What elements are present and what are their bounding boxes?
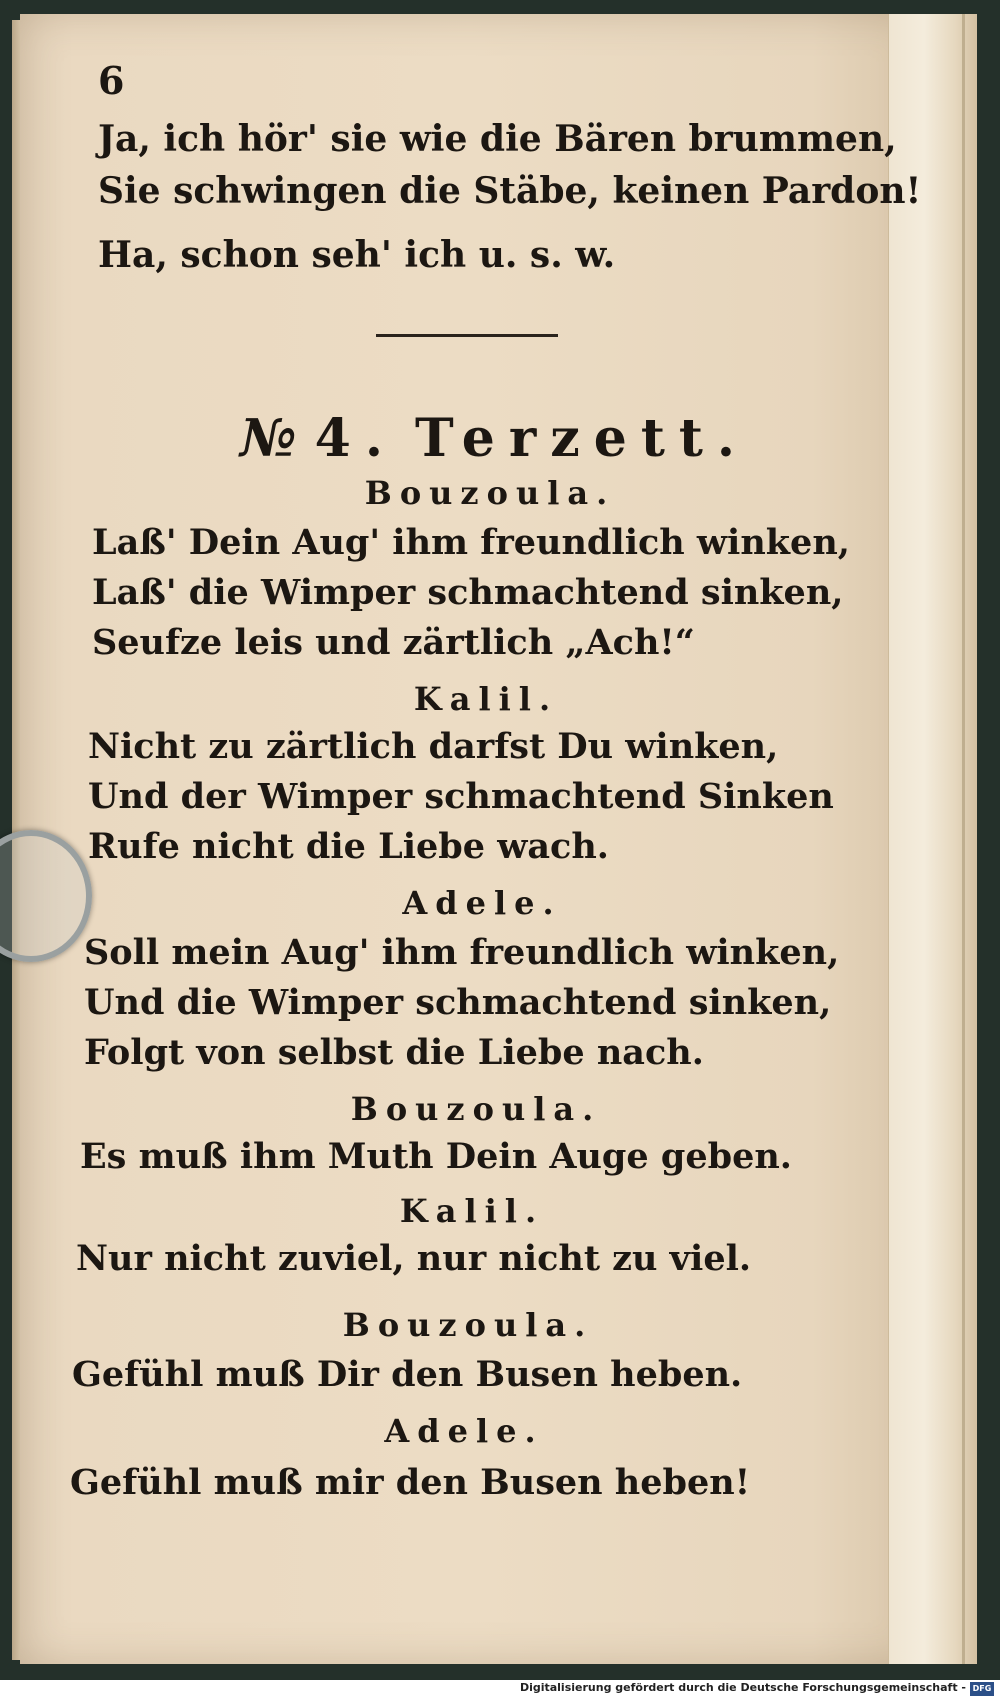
verse-line: Laß' Dein Aug' ihm freundlich winken, [92, 522, 850, 563]
verse-line: Und die Wimper schmachtend sinken, [84, 982, 832, 1023]
section-title: Terzett. [415, 408, 750, 469]
section-heading [240, 408, 749, 469]
verse-line: Gefühl muß Dir den Busen heben. [72, 1354, 743, 1395]
number-sign: № [240, 408, 297, 469]
verse-line: Ja, ich hör' sie wie die Bären brummen, [98, 118, 897, 160]
speaker-name: Bouzoula. [364, 474, 616, 512]
section-number: 4. [314, 408, 397, 469]
section-divider [376, 334, 558, 337]
verse-line: Nur nicht zuviel, nur nicht zu viel. [76, 1238, 752, 1279]
verse-line: Ha, schon seh' ich u. s. w. [98, 234, 616, 276]
verse-line: Und der Wimper schmachtend Sinken [88, 776, 834, 817]
verse-line: Rufe nicht die Liebe wach. [88, 826, 609, 867]
speaker-name: Bouzoula. [342, 1306, 594, 1344]
verse-line: Laß' die Wimper schmachtend sinken, [92, 572, 844, 613]
speaker-name: Adele. [402, 884, 562, 922]
verse-line: Seufze leis und zärtlich „Ach!“ [92, 622, 695, 663]
verse-line: Nicht zu zärtlich darfst Du winken, [88, 726, 779, 767]
verse-line: Soll mein Aug' ihm freundlich winken, [84, 932, 840, 973]
gutter-fold-line [962, 14, 965, 1664]
speaker-name: Kalil. [413, 680, 559, 718]
dfg-logo: DFG [970, 1682, 994, 1696]
verse-line: Sie schwingen die Stäbe, keinen Pardon! [98, 170, 922, 212]
verse-line: Es muß ihm Muth Dein Auge geben. [80, 1136, 792, 1177]
page-number: 6 [98, 58, 125, 103]
speaker-name: Kalil. [399, 1192, 545, 1230]
speaker-name: Adele. [384, 1412, 544, 1450]
verse-line: Folgt von selbst die Liebe nach. [84, 1032, 704, 1073]
speaker-name: Bouzoula. [350, 1090, 602, 1128]
funding-credit: Digitalisierung gefördert durch die Deutsche Forschungsgemeinschaft - [519, 1681, 966, 1694]
verse-line: Gefühl muß mir den Busen heben! [70, 1462, 751, 1503]
